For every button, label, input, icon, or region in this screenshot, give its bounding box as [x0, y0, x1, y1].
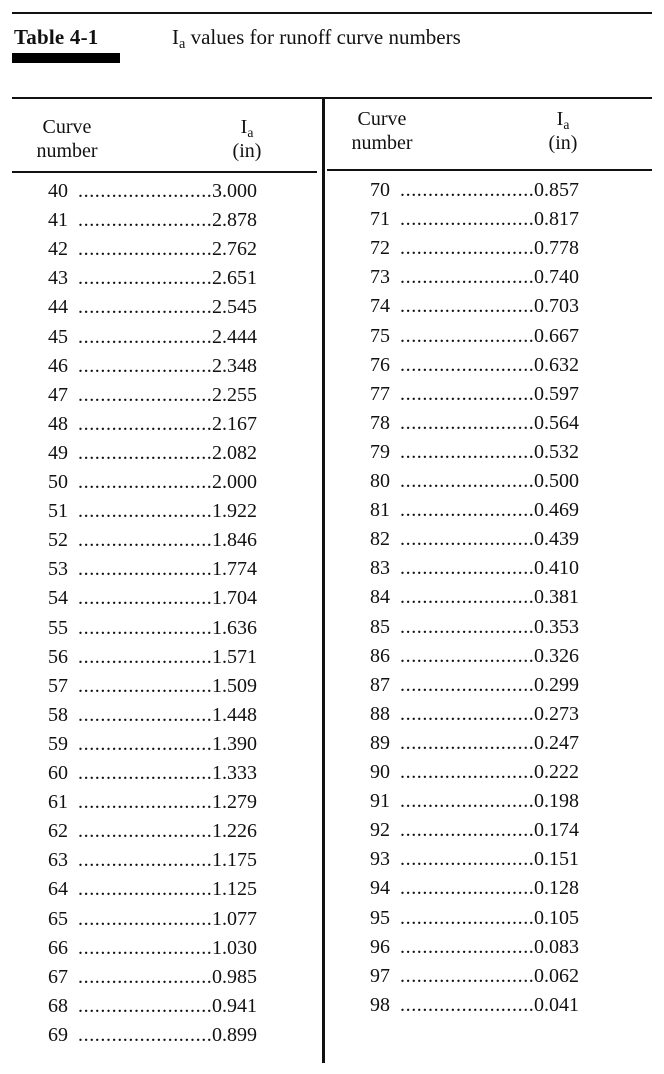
curve-number-cell: 95: [370, 906, 390, 929]
dot-leader: [400, 817, 534, 843]
left-curve-header-line2: number: [36, 140, 98, 162]
ia-value-cell: 0.105: [534, 906, 579, 929]
left-curve-header-line1: Curve: [42, 116, 92, 138]
table-row: [370, 614, 590, 640]
header-rule: [12, 97, 652, 99]
table-row: [48, 353, 268, 379]
dot-leader: [78, 294, 212, 320]
dot-leader: [400, 730, 534, 756]
table-row: [48, 964, 268, 990]
dot-leader: [78, 673, 212, 699]
ia-value-cell: 0.439: [534, 528, 579, 551]
ia-value-cell: 0.500: [534, 470, 579, 492]
table-row: [370, 264, 590, 290]
dot-leader: [78, 906, 212, 932]
ia-value-cell: 2.651: [212, 267, 257, 290]
curve-number-cell: 77: [370, 382, 390, 405]
dot-leader: [78, 935, 212, 961]
table-row: [370, 323, 590, 349]
curve-number-cell: 82: [370, 528, 390, 551]
ia-value-cell: 0.174: [534, 819, 579, 842]
ia-value-cell: 1.922: [212, 500, 257, 523]
table-row: [48, 207, 268, 233]
curve-number-cell: 68: [48, 994, 68, 1017]
ia-value-cell: 2.348: [212, 354, 257, 377]
dot-leader: [400, 526, 534, 552]
ia-value-cell: 0.469: [534, 499, 579, 522]
right-ia-header-unit: (in): [548, 132, 578, 154]
dot-leader: [78, 527, 212, 553]
table-row: [48, 178, 268, 204]
dot-leader: [400, 235, 534, 261]
table-row: [48, 236, 268, 262]
curve-number-cell: 62: [48, 820, 68, 843]
dot-leader: [400, 759, 534, 785]
top-rule: [12, 12, 652, 14]
table-row: [48, 324, 268, 350]
table-row: [48, 906, 268, 932]
curve-number-cell: 46: [48, 354, 68, 377]
table-row: [370, 410, 590, 436]
right-ia-subscript: a: [563, 116, 570, 132]
ia-value-cell: 1.175: [212, 849, 257, 872]
curve-number-cell: 78: [370, 411, 390, 434]
table-row: [48, 702, 268, 728]
table-row: [370, 584, 590, 610]
right-curve-number-header: [338, 107, 426, 155]
curve-number-cell: 69: [48, 1023, 68, 1046]
dot-leader: [78, 702, 212, 728]
dot-leader: [400, 468, 534, 494]
table-row: [370, 817, 590, 843]
table-row: [370, 846, 590, 872]
ia-value-cell: 0.532: [534, 440, 579, 463]
ia-value-cell: 0.247: [534, 731, 579, 754]
table-row: [48, 556, 268, 582]
ia-value-cell: 1.077: [212, 907, 257, 930]
table-row: [48, 294, 268, 320]
curve-number-cell: 44: [48, 296, 68, 319]
ia-value-cell: 2.762: [212, 238, 257, 261]
curve-number-cell: 56: [48, 645, 68, 668]
ia-value-cell: 0.740: [534, 266, 579, 289]
left-header-underline: [12, 171, 317, 173]
table-row: [370, 730, 590, 756]
ia-value-cell: 0.198: [534, 790, 579, 813]
curve-number-cell: 48: [48, 412, 68, 435]
ia-value-cell: 1.448: [212, 703, 257, 726]
dot-leader: [78, 498, 212, 524]
table-row: [370, 992, 590, 1018]
dot-leader: [400, 788, 534, 814]
table-row: [48, 760, 268, 786]
curve-number-cell: 45: [48, 325, 68, 348]
table-row: [48, 644, 268, 670]
curve-number-cell: 51: [48, 500, 68, 523]
curve-number-cell: 67: [48, 965, 68, 988]
ia-value-cell: 1.774: [212, 558, 257, 581]
curve-number-cell: 91: [370, 790, 390, 813]
right-ia-header: [536, 107, 590, 155]
table-row: [48, 411, 268, 437]
table-row: [48, 935, 268, 961]
curve-number-cell: 71: [370, 208, 390, 231]
ia-value-cell: 0.667: [534, 324, 579, 347]
left-ia-header-symbol: [220, 115, 274, 139]
ia-value-cell: 0.041: [534, 993, 579, 1016]
dot-leader: [78, 236, 212, 262]
curve-number-cell: 79: [370, 440, 390, 463]
ia-value-cell: 0.410: [534, 557, 579, 580]
dot-leader: [78, 411, 212, 437]
table-row: [48, 789, 268, 815]
curve-number-cell: 93: [370, 848, 390, 871]
table-row: [48, 731, 268, 757]
curve-number-cell: 83: [370, 557, 390, 580]
ia-value-cell: 0.299: [534, 673, 579, 696]
curve-number-cell: 41: [48, 209, 68, 232]
ia-value-cell: 0.062: [534, 964, 579, 987]
dot-leader: [400, 875, 534, 901]
right-header-underline: [327, 169, 652, 171]
table-row: [370, 497, 590, 523]
curve-number-cell: 81: [370, 499, 390, 522]
curve-number-cell: 55: [48, 616, 68, 639]
ia-value-cell: 1.636: [212, 616, 257, 639]
table-row: [370, 963, 590, 989]
table-row: [48, 527, 268, 553]
ia-value-cell: 0.381: [534, 586, 579, 609]
curve-number-cell: 72: [370, 237, 390, 260]
curve-number-cell: 47: [48, 383, 68, 406]
curve-number-cell: 70: [370, 179, 390, 201]
curve-number-cell: 74: [370, 295, 390, 318]
dot-leader: [78, 469, 212, 495]
dot-leader: [400, 177, 534, 203]
curve-number-cell: 92: [370, 819, 390, 842]
ia-value-cell: 1.226: [212, 820, 257, 843]
right-ia-symbol: I: [556, 108, 564, 130]
table-row: [48, 585, 268, 611]
table-row: [370, 555, 590, 581]
right-ia-header-symbol: [536, 107, 590, 131]
table-row: [370, 206, 590, 232]
ia-value-cell: 0.083: [534, 935, 579, 958]
ia-value-cell: 2.000: [212, 471, 257, 493]
dot-leader: [400, 992, 534, 1018]
curve-number-cell: 80: [370, 470, 390, 492]
dot-leader: [78, 207, 212, 233]
ia-value-cell: 0.597: [534, 382, 579, 405]
left-ia-header: [220, 115, 274, 163]
dot-leader: [400, 323, 534, 349]
table-row: [370, 439, 590, 465]
dot-leader: [78, 731, 212, 757]
curve-number-cell: 76: [370, 353, 390, 376]
dot-leader: [400, 352, 534, 378]
curve-number-cell: 94: [370, 877, 390, 900]
table-row: [48, 1022, 268, 1048]
dot-leader: [400, 439, 534, 465]
ia-value-cell: 2.878: [212, 209, 257, 232]
table-row: [370, 672, 590, 698]
caption-subscript: a: [179, 35, 186, 52]
ia-value-cell: 0.941: [212, 994, 257, 1017]
table-row: [48, 440, 268, 466]
dot-leader: [400, 293, 534, 319]
curve-number-cell: 97: [370, 964, 390, 987]
table-row: [370, 468, 590, 494]
dot-leader: [78, 876, 212, 902]
curve-number-cell: 86: [370, 644, 390, 667]
ia-value-cell: 3.000: [212, 180, 257, 202]
table-row: [370, 352, 590, 378]
curve-number-cell: 89: [370, 731, 390, 754]
dot-leader: [400, 264, 534, 290]
curve-number-cell: 58: [48, 703, 68, 726]
dot-leader: [400, 643, 534, 669]
right-curve-header-line2: number: [351, 132, 413, 154]
table-row: [370, 177, 590, 203]
dot-leader: [78, 556, 212, 582]
dot-leader: [78, 818, 212, 844]
ia-value-cell: 2.545: [212, 296, 257, 319]
dot-leader: [78, 265, 212, 291]
table-row: [370, 293, 590, 319]
dot-leader: [78, 993, 212, 1019]
ia-value-cell: 2.444: [212, 325, 257, 348]
curve-number-cell: 63: [48, 849, 68, 872]
curve-number-cell: 64: [48, 878, 68, 901]
table-row: [370, 905, 590, 931]
dot-leader: [400, 672, 534, 698]
curve-number-cell: 49: [48, 441, 68, 464]
table-row: [48, 469, 268, 495]
table-number: Table 4-1: [14, 25, 99, 49]
table-row: [370, 875, 590, 901]
dot-leader: [78, 964, 212, 990]
table-row: [48, 818, 268, 844]
dot-leader: [78, 789, 212, 815]
ia-value-cell: 1.846: [212, 529, 257, 552]
ia-value-cell: 0.817: [534, 208, 579, 231]
ia-value-cell: 0.632: [534, 353, 579, 376]
left-ia-symbol: I: [240, 116, 248, 138]
table-row: [48, 382, 268, 408]
dot-leader: [78, 324, 212, 350]
ia-value-cell: 0.273: [534, 702, 579, 725]
ia-value-cell: 1.390: [212, 732, 257, 755]
ia-value-cell: 1.704: [212, 587, 257, 610]
table-row: [370, 526, 590, 552]
table-label-bar: [12, 53, 120, 63]
ia-value-cell: 0.564: [534, 411, 579, 434]
curve-number-cell: 59: [48, 732, 68, 755]
caption-text: values for runoff curve numbers: [185, 25, 461, 49]
table-row: [48, 993, 268, 1019]
ia-value-cell: 0.326: [534, 644, 579, 667]
table-row: [48, 615, 268, 641]
dot-leader: [400, 584, 534, 610]
table-row: [48, 498, 268, 524]
table-row: [370, 788, 590, 814]
table-row: [370, 235, 590, 261]
ia-value-cell: 0.857: [534, 179, 579, 201]
curve-number-cell: 40: [48, 180, 68, 202]
left-curve-number-header: [22, 115, 112, 163]
curve-number-cell: 88: [370, 702, 390, 725]
right-curve-header-line1: Curve: [357, 108, 407, 130]
column-divider: [322, 99, 325, 1063]
dot-leader: [78, 760, 212, 786]
ia-value-cell: 0.151: [534, 848, 579, 871]
ia-value-cell: 0.128: [534, 877, 579, 900]
ia-value-cell: 1.125: [212, 878, 257, 901]
curve-number-cell: 61: [48, 791, 68, 814]
table-row: [48, 876, 268, 902]
curve-number-cell: 84: [370, 586, 390, 609]
curve-number-cell: 73: [370, 266, 390, 289]
table-row: [48, 265, 268, 291]
dot-leader: [400, 846, 534, 872]
dot-leader: [78, 440, 212, 466]
dot-leader: [400, 555, 534, 581]
caption-symbol: I: [172, 25, 179, 49]
curve-number-cell: 75: [370, 324, 390, 347]
dot-leader: [400, 701, 534, 727]
curve-number-cell: 60: [48, 762, 68, 784]
table-row: [370, 934, 590, 960]
table-row: [48, 847, 268, 873]
curve-number-cell: 42: [48, 238, 68, 261]
curve-number-cell: 43: [48, 267, 68, 290]
curve-number-cell: 66: [48, 936, 68, 959]
table-row: [48, 673, 268, 699]
dot-leader: [78, 615, 212, 641]
dot-leader: [78, 353, 212, 379]
dot-leader: [400, 934, 534, 960]
curve-number-cell: 53: [48, 558, 68, 581]
dot-leader: [400, 381, 534, 407]
ia-value-cell: 1.333: [212, 762, 257, 784]
ia-value-cell: 1.509: [212, 674, 257, 697]
ia-value-cell: 0.703: [534, 295, 579, 318]
table-row: [370, 643, 590, 669]
dot-leader: [400, 905, 534, 931]
curve-number-cell: 65: [48, 907, 68, 930]
ia-value-cell: 2.082: [212, 441, 257, 464]
dot-leader: [78, 585, 212, 611]
dot-leader: [78, 178, 212, 204]
dot-leader: [400, 206, 534, 232]
curve-number-cell: 50: [48, 471, 68, 493]
ia-value-cell: 0.222: [534, 761, 579, 783]
ia-value-cell: 1.571: [212, 645, 257, 668]
curve-number-cell: 57: [48, 674, 68, 697]
dot-leader: [78, 382, 212, 408]
dot-leader: [78, 644, 212, 670]
ia-value-cell: 1.030: [212, 936, 257, 959]
ia-value-cell: 2.167: [212, 412, 257, 435]
ia-value-cell: 1.279: [212, 791, 257, 814]
dot-leader: [400, 963, 534, 989]
table-row: [370, 701, 590, 727]
table-caption: [172, 24, 461, 50]
curve-number-cell: 90: [370, 761, 390, 783]
ia-value-cell: 0.899: [212, 1023, 257, 1046]
curve-number-cell: 85: [370, 615, 390, 638]
dot-leader: [400, 497, 534, 523]
curve-number-cell: 96: [370, 935, 390, 958]
ia-value-cell: 0.985: [212, 965, 257, 988]
curve-number-cell: 52: [48, 529, 68, 552]
table-row: [370, 381, 590, 407]
ia-value-cell: 0.778: [534, 237, 579, 260]
left-ia-subscript: a: [247, 124, 254, 140]
curve-number-cell: 87: [370, 673, 390, 696]
dot-leader: [78, 1022, 212, 1048]
dot-leader: [400, 614, 534, 640]
curve-number-cell: 98: [370, 993, 390, 1016]
left-ia-header-unit: (in): [232, 140, 262, 162]
dot-leader: [400, 410, 534, 436]
ia-value-cell: 0.353: [534, 615, 579, 638]
dot-leader: [78, 847, 212, 873]
table-row: [370, 759, 590, 785]
ia-value-cell: 2.255: [212, 383, 257, 406]
curve-number-cell: 54: [48, 587, 68, 610]
